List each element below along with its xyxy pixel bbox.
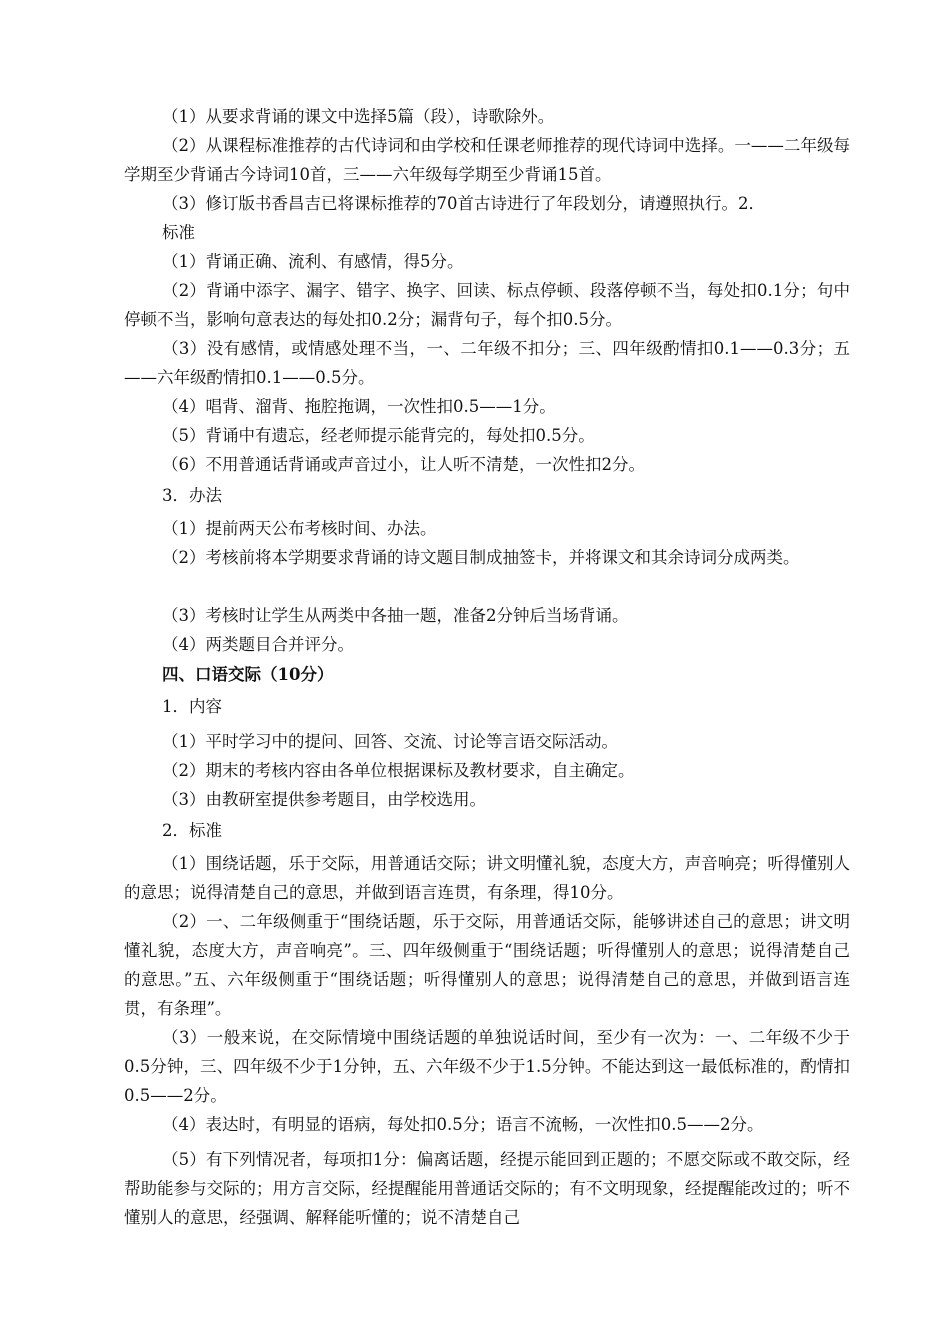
paragraph: （1）背诵正确、流利、有感情，得5分。 [162, 252, 464, 271]
paragraph: 标准 [162, 223, 195, 242]
paragraph: （3）考核时让学生从两类中各抽一题，准备2分钟后当场背诵。 [162, 606, 629, 625]
paragraph: （2）背诵中添字、漏字、错字、换字、回读、标点停顿、段落停顿不当，每处扣0.1分；句中停顿不当，影响句意表达的每处扣0.2分；漏背句子，每个扣0.5分。 [124, 281, 850, 329]
paragraph: （2）一、二年级侧重于“围绕话题，乐于交际，用普通话交际，能够讲述自己的意思；讲文明懂礼貌，态度大方，声音响亮”。三、四年级侧重于“围绕话题；听得懂别人的意思；说得清楚自己的意思。”五、六年级侧重于“围绕话题；听得懂别人的意思；说得清楚自己的意思，并做到语言连贯，有条理”。 [124, 912, 850, 1018]
paragraph: （4）两类题目合并评分。 [162, 635, 354, 654]
paragraph: （2）期末的考核内容由各单位根据课标及教材要求，自主确定。 [162, 761, 635, 780]
paragraph: （2）从课程标准推荐的古代诗词和由学校和任课老师推荐的现代诗词中选择。一——二年级每学期至少背诵古今诗词10首，三——六年级每学期至少背诵15首。 [124, 136, 850, 184]
paragraph: （3）由教研室提供参考题目，由学校选用。 [162, 790, 486, 809]
paragraph: （5）背诵中有遗忘，经老师提示能背完的，每处扣0.5分。 [162, 426, 595, 445]
paragraph: （5）有下列情况者，每项扣1分：偏离话题，经提示能回到正题的；不愿交际或不敢交际，经帮助能参与交际的；用方言交际，经提醒能用普通话交际的；有不文明现象，经提醒能改过的；听不懂别人的意思，经强调、解释能听懂的；说不清楚自己 [124, 1150, 850, 1227]
paragraph: （4）唱背、溜背、拖腔拖调，一次性扣0.5——1分。 [162, 397, 556, 416]
paragraph: （4）表达时，有明显的语病，每处扣0.5分；语言不流畅，一次性扣0.5——2分。 [162, 1115, 764, 1134]
paragraph: （1）从要求背诵的课文中选择5篇（段），诗歌除外。 [162, 107, 555, 126]
paragraph: （1）平时学习中的提问、回答、交流、讨论等言语交际活动。 [162, 732, 618, 751]
paragraph: （3）一般来说，在交际情境中围绕话题的单独说话时间，至少有一次为：一、二年级不少于0.5分钟，三、四年级不少于1分钟，五、六年级不少于1.5分钟。不能达到这一最低标准的，酌情扣0.5——2分。 [124, 1028, 850, 1105]
section-heading: 1．内容 [162, 697, 222, 716]
paragraph: （2）考核前将本学期要求背诵的诗文题目制成抽签卡，并将课文和其余诗词分成两类。 [162, 548, 800, 567]
paragraph: （3）没有感情，或情感处理不当，一、二年级不扣分；三、四年级酌情扣0.1——0.3分；五——六年级酌情扣0.1——0.5分。 [124, 339, 850, 387]
paragraph: （3）修订版书香昌吉已将课标推荐的70首古诗进行了年段划分，请遵照执行。2． [162, 194, 765, 213]
section-heading: 3．办法 [162, 486, 222, 505]
paragraph: （1）提前两天公布考核时间、办法。 [162, 519, 437, 538]
section-heading: 2．标准 [162, 821, 222, 840]
section-heading: 四、口语交际（10分） [162, 665, 334, 684]
paragraph: （6）不用普通话背诵或声音过小，让人听不清楚，一次性扣2分。 [162, 455, 645, 474]
paragraph: （1）围绕话题，乐于交际，用普通话交际；讲文明懂礼貌，态度大方，声音响亮；听得懂别人的意思；说得清楚自己的意思，并做到语言连贯，有条理，得10分。 [124, 854, 850, 902]
